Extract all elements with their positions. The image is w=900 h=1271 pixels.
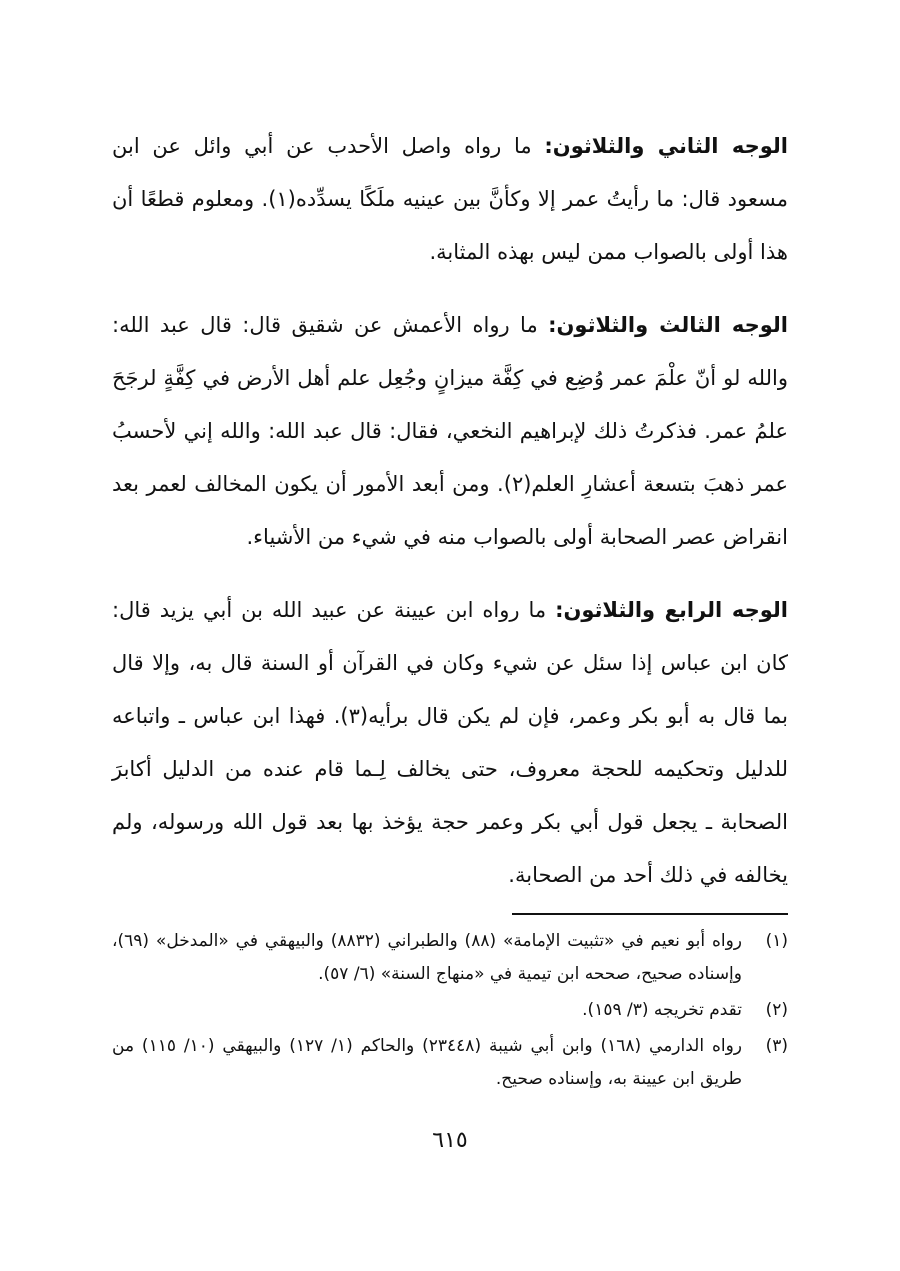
footnote-text: تقدم تخريجه (٣/ ١٥٩). — [582, 1000, 742, 1020]
paragraph-text: ما رواه ابن عيينة عن عبيد الله بن أبي يزيد قال: كان ابن عباس إذا سئل عن شيء وكان في القرآن أو السنة قال به، وإلا قال بما قال به أبو بكر وعمر، فإن لم يكن قال برأيه(٣). فهذا ابن عباس ـ واتباعه للدليل وتحكيمه للحجة معروف، حتى يخالف لِـما قام عنده من الدليل أكابرَ الصحابة ـ يجعل قول أبي بكر وعمر حجة يؤخذ بها بعد قول الله ورسوله، ولم يخالفه في ذلك أحد من الصحابة. — [112, 598, 788, 887]
paragraph-heading: الوجه الرابع والثلاثون: — [555, 598, 788, 622]
paragraph-33 — [112, 299, 788, 564]
footnote-text: رواه أبو نعيم في «تثبيت الإمامة» (٨٨) والطبراني (٨٨٣٢) والبيهقي في «المدخل» (٦٩)، وإسناده صحيح، صححه ابن تيمية في «منهاج السنة» (٦/ ٥٧). — [112, 931, 742, 984]
paragraph-heading: الوجه الثاني والثلاثون: — [544, 134, 788, 158]
footnote-number: (٣) — [765, 1036, 788, 1056]
footnote-item — [112, 1030, 788, 1096]
page-body — [112, 120, 788, 922]
footnote-item — [112, 925, 788, 991]
paragraph-heading: الوجه الثالث والثلاثون: — [548, 313, 788, 337]
footnote-text: رواه الدارمي (١٦٨) وابن أبي شيبة (٢٣٤٤٨) والحاكم (١/ ١٢٧) والبيهقي (١٠/ ١١٥) من طريق ابن عيينة به، وإسناده صحيح. — [112, 1036, 742, 1089]
footnote-number: (١) — [765, 931, 788, 951]
paragraph-32 — [112, 120, 788, 279]
paragraph-text: ما رواه الأعمش عن شقيق قال: قال عبد الله: والله لو أنّ علْمَ عمر وُضِع في كِفَّة ميزانٍ وجُعِل علم أهل الأرض في كِفَّةٍ لرجَحَ علمُ عمر. فذكرتُ ذلك لإبراهيم النخعي، فقال: قال عبد الله: والله إني لأحسبُ عمر ذهبَ بتسعة أعشارِ العلم(٢). ومن أبعد الأمور أن يكون المخالف لعمر بعد انقراض عصر الصحابة أولى بالصواب منه في شيء من الأشياء. — [112, 313, 789, 549]
footnote-number: (٢) — [765, 1000, 788, 1020]
paragraph-text: ما رواه واصل الأحدب عن أبي وائل عن ابن مسعود قال: ما رأيتُ عمر إلا وكأنَّ بين عينيه ملَكًا يسدِّده(١). ومعلوم قطعًا أن هذا أولى بالصواب ممن ليس بهذه المثابة. — [112, 134, 788, 264]
footnotes — [112, 925, 788, 1099]
page-number: ٦١٥ — [432, 1128, 468, 1153]
footnote-item — [112, 994, 788, 1027]
footnote-separator — [512, 913, 788, 915]
paragraph-34 — [112, 584, 788, 902]
